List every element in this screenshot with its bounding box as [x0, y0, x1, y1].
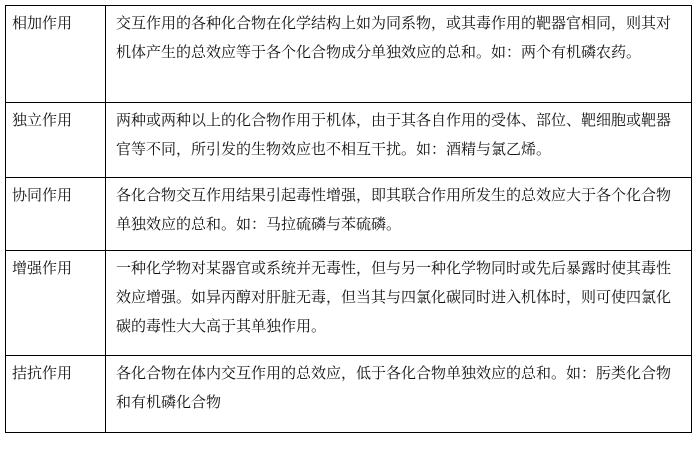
row-label-independent: 独立作用 — [6, 103, 106, 178]
row-description-synergistic: 各化合物交互作用结果引起毒性增强，即其联合作用所发生的总效应大于各个化合物单独效应的总和。如：马拉硫磷与苯硫磷。 — [106, 178, 692, 251]
row-label-synergistic: 协同作用 — [6, 178, 106, 251]
interaction-types-table — [5, 5, 692, 433]
table-row-synergistic — [6, 178, 692, 251]
interaction-table-container — [5, 5, 691, 433]
table-row-additive — [6, 6, 692, 103]
row-label-potentiation: 增强作用 — [6, 251, 106, 356]
row-description-additive: 交互作用的各种化合物在化学结构上如为同系物，或其毒作用的靶器官相同，则其对机体产生的总效应等于各个化合物成分单独效应的总和。如：两个有机磷农药。 — [106, 6, 692, 103]
table-row-antagonistic — [6, 356, 692, 433]
row-description-potentiation: 一种化学物对某器官或系统并无毒性，但与另一种化学物同时或先后暴露时使其毒性效应增强。如异丙醇对肝脏无毒，但当其与四氯化碳同时进入机体时，则可使四氯化碳的毒性大大高于其单独作用。 — [106, 251, 692, 356]
row-description-antagonistic: 各化合物在体内交互作用的总效应，低于各化合物单独效应的总和。如：肟类化合物和有机磷化合物 — [106, 356, 692, 433]
row-description-independent: 两种或两种以上的化合物作用于机体，由于其各自作用的受体、部位、靶细胞或靶器官等不同，所引发的生物效应也不相互干扰。如：酒精与氯乙烯。 — [106, 103, 692, 178]
row-label-additive: 相加作用 — [6, 6, 106, 103]
table-row-independent — [6, 103, 692, 178]
table-row-potentiation — [6, 251, 692, 356]
row-label-antagonistic: 拮抗作用 — [6, 356, 106, 433]
